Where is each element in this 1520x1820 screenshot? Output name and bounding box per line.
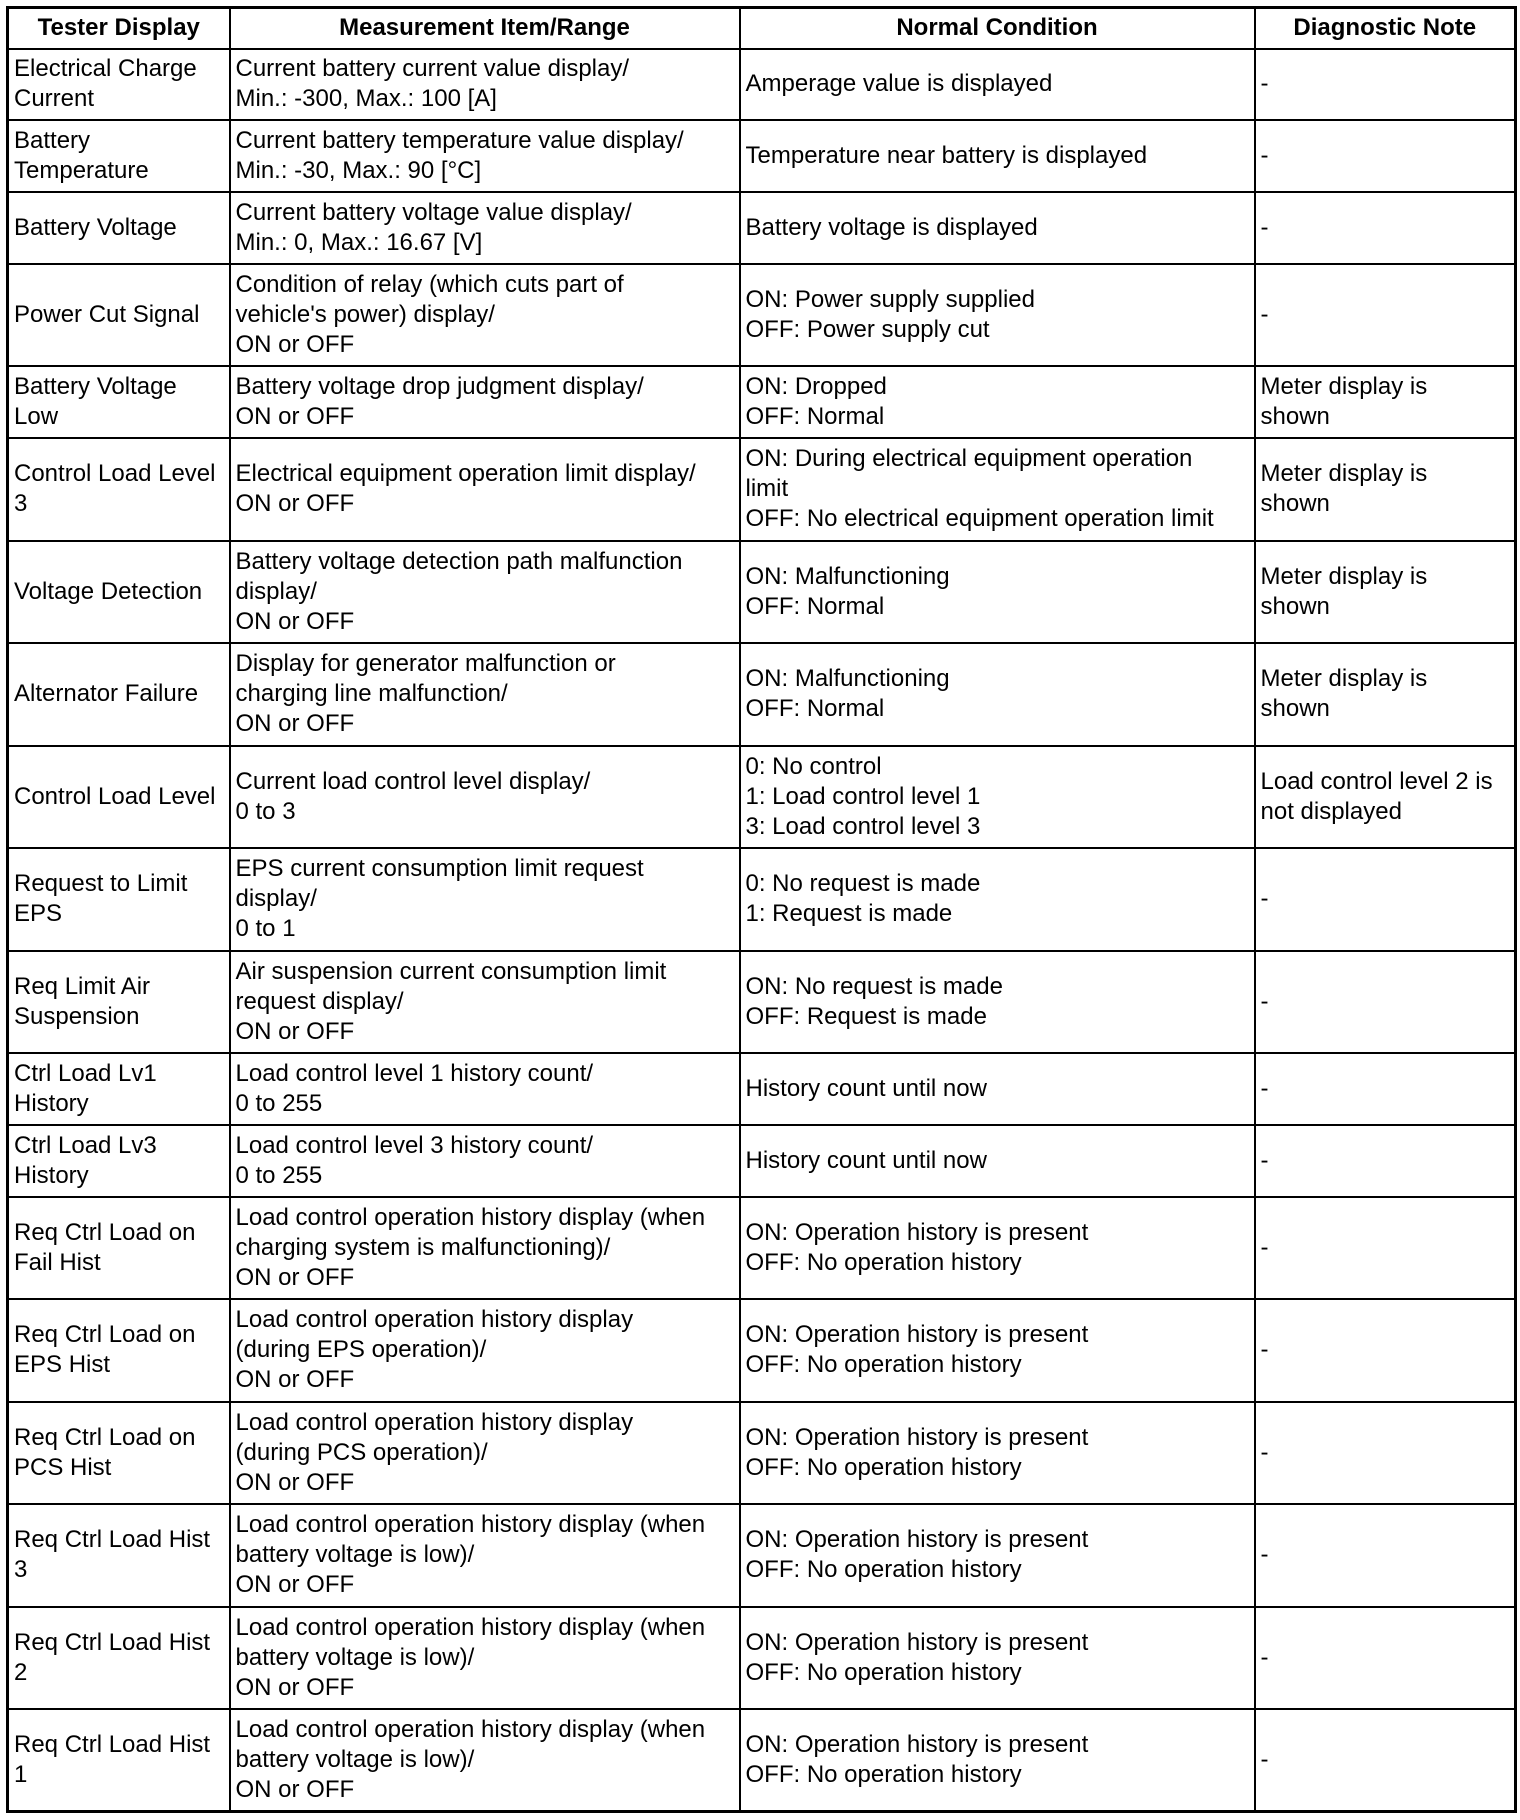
cell-text-line: Battery voltage drop judgment display/ [235,373,644,401]
cell-text-line: - [1260,213,1269,241]
cell-text-line: Req Ctrl Load on [14,1321,196,1349]
cell-normal-condition [740,951,1255,1054]
cell-measurement [230,1299,740,1402]
cell-text-line: Suspension [14,1002,140,1030]
cell-text-line: OFF: No operation history [745,1556,1022,1584]
cell-tester-display [8,1299,230,1402]
cell-text-line: Meter display is [1260,373,1428,401]
table-row [8,1504,1516,1607]
cell-text-line: Voltage Detection [14,577,203,605]
cell-diagnostic-note [1255,951,1516,1054]
table-row [8,1607,1516,1710]
cell-text-line: Electrical Charge [14,55,197,83]
cell-text-line: - [1260,1233,1269,1261]
cell-measurement [230,120,740,192]
table-row [8,746,1516,849]
cell-normal-condition [740,541,1255,644]
cell-text-line: charging line malfunction/ [235,680,508,708]
cell-text-line: ON: Operation history is present [745,1423,1089,1451]
cell-text-line: Ctrl Load Lv3 [14,1131,157,1159]
cell-diagnostic-note [1255,848,1516,951]
cell-tester-display [8,120,230,192]
cell-text-line: request display/ [235,987,404,1015]
cell-measurement [230,746,740,849]
cell-measurement [230,1709,740,1812]
cell-text-line: History [14,1161,89,1189]
cell-text-line: ON or OFF [235,490,355,518]
cell-text-line: Min.: -300, Max.: 100 [A] [235,85,497,113]
cell-text-line: Current battery current value display/ [235,55,630,83]
cell-text-line: Load control operation history display (when [235,1203,706,1231]
cell-diagnostic-note [1255,49,1516,121]
cell-measurement [230,264,740,367]
header-diagnostic-note: Diagnostic Note [1255,8,1516,49]
cell-text-line: ON or OFF [235,331,355,358]
cell-text-line: Req Limit Air [14,972,151,1000]
table-row [8,951,1516,1054]
cell-text-line: Current battery temperature value display/ [235,127,684,155]
cell-text-line: display/ [235,885,317,913]
table-row [8,1299,1516,1402]
cell-text-line: Battery [14,127,91,155]
cell-text-line: Min.: 0, Max.: 16.67 [V] [235,228,483,256]
cell-text-line: OFF: Power supply cut [745,316,990,343]
cell-text-line: Control Load Level [14,782,216,810]
cell-measurement [230,951,740,1054]
cell-text-line: Temperature [14,157,149,185]
cell-tester-display [8,746,230,849]
cell-text-line: charging system is malfunctioning)/ [235,1233,611,1261]
cell-text-line: 1: Load control level 1 [745,782,981,810]
cell-normal-condition [740,1053,1255,1125]
cell-normal-condition [740,1607,1255,1710]
cell-tester-display [8,1504,230,1607]
cell-normal-condition [740,848,1255,951]
cell-text-line: Load control operation history display (when [235,1613,706,1641]
table-row [8,366,1516,438]
cell-diagnostic-note [1255,366,1516,438]
table-row [8,120,1516,192]
cell-text-line: ON or OFF [235,1017,355,1045]
cell-diagnostic-note [1255,1709,1516,1812]
cell-diagnostic-note [1255,1607,1516,1710]
cell-normal-condition [740,1299,1255,1402]
cell-text-line: History [14,1089,89,1117]
cell-text-line: Load control level 1 history count/ [235,1059,594,1087]
table-row [8,1402,1516,1505]
header-row [8,8,1516,49]
cell-text-line: Ctrl Load Lv1 [14,1059,157,1087]
table-row [8,264,1516,367]
cell-normal-condition [740,1197,1255,1300]
cell-text-line: ON: Operation history is present [745,1526,1089,1554]
cell-text-line: Meter display is [1260,460,1428,488]
table-row [8,1709,1516,1812]
cell-text-line: Battery voltage is displayed [745,213,1038,241]
cell-text-line: shown [1260,403,1330,431]
cell-text-line: OFF: No operation history [745,1248,1022,1276]
cell-text-line: 0 to 255 [235,1089,323,1117]
cell-text-line: shown [1260,490,1330,518]
cell-measurement [230,541,740,644]
cell-text-line: OFF: Request is made [745,1002,987,1030]
cell-text-line: OFF: No operation history [745,1658,1022,1686]
cell-text-line: Req Ctrl Load Hist [14,1628,211,1656]
cell-text-line: Fail Hist [14,1248,101,1276]
header-measurement: Measurement Item/Range [230,8,740,49]
cell-text-line: ON or OFF [235,1468,355,1496]
cell-text-line: - [1260,301,1269,328]
cell-text-line: EPS [14,900,63,928]
cell-text-line: ON or OFF [235,1263,355,1291]
cell-text-line: Load control operation history display (when [235,1716,706,1743]
cell-text-line: OFF: No electrical equipment operation limit [745,505,1214,533]
cell-text-line: ON: Malfunctioning [745,562,950,590]
cell-text-line: ON or OFF [235,1673,355,1701]
cell-text-line: ON: Malfunctioning [745,665,950,693]
cell-text-line: PCS Hist [14,1453,112,1481]
cell-normal-condition [740,1504,1255,1607]
cell-diagnostic-note [1255,438,1516,541]
cell-text-line: - [1260,1074,1269,1102]
cell-text-line: - [1260,1146,1269,1174]
cell-text-line: Req Ctrl Load Hist [14,1526,211,1554]
cell-tester-display [8,1125,230,1197]
cell-text-line: - [1260,1643,1269,1671]
cell-text-line: Load control operation history display (when [235,1511,706,1539]
cell-text-line: (during PCS operation)/ [235,1438,488,1466]
cell-normal-condition [740,1709,1255,1812]
cell-text-line: limit [745,475,789,503]
cell-normal-condition [740,120,1255,192]
cell-normal-condition [740,643,1255,746]
data-list-table [6,6,1517,1813]
cell-text-line: OFF: Normal [745,695,885,723]
cell-text-line: Current load control level display/ [235,767,591,795]
table-row [8,1125,1516,1197]
cell-tester-display [8,192,230,264]
table-row [8,49,1516,121]
cell-text-line: 0: No request is made [745,870,981,898]
cell-measurement [230,1607,740,1710]
cell-text-line: Load control operation history display [235,1408,634,1436]
cell-diagnostic-note [1255,643,1516,746]
cell-text-line: shown [1260,695,1330,723]
table-row [8,848,1516,951]
cell-text-line: Min.: -30, Max.: 90 [°C] [235,157,482,185]
cell-text-line: 1 [14,1761,28,1788]
cell-text-line: Load control operation history display [235,1306,634,1334]
cell-text-line: Display for generator malfunction or [235,650,616,678]
cell-text-line: Power Cut Signal [14,301,200,328]
cell-normal-condition [740,746,1255,849]
cell-measurement [230,1402,740,1505]
cell-normal-condition [740,1125,1255,1197]
cell-text-line: ON: Power supply supplied [745,286,1035,313]
cell-text-line: Current [14,85,95,113]
cell-text-line: 0: No control [745,752,882,780]
cell-text-line: ON or OFF [235,1571,355,1599]
cell-text-line: - [1260,987,1269,1015]
cell-diagnostic-note [1255,264,1516,367]
table-row [8,438,1516,541]
cell-text-line: Control Load Level [14,460,216,488]
cell-text-line: Req Ctrl Load on [14,1218,196,1246]
cell-text-line: ON: Operation history is present [745,1218,1089,1246]
cell-measurement [230,438,740,541]
cell-diagnostic-note [1255,541,1516,644]
cell-text-line: 1: Request is made [745,900,953,928]
table-row [8,541,1516,644]
cell-text-line: Meter display is [1260,562,1428,590]
cell-diagnostic-note [1255,746,1516,849]
cell-text-line: ON or OFF [235,607,355,635]
cell-text-line: 3 [14,490,28,518]
cell-measurement [230,848,740,951]
cell-text-line: Amperage value is displayed [745,70,1053,98]
cell-text-line: Meter display is [1260,665,1428,693]
cell-text-line: 3 [14,1556,28,1584]
cell-text-line: Air suspension current consumption limit [235,957,667,985]
cell-tester-display [8,1607,230,1710]
cell-tester-display [8,1709,230,1812]
cell-text-line: ON or OFF [235,1776,355,1803]
cell-text-line: EPS current consumption limit request [235,855,644,883]
cell-tester-display [8,643,230,746]
cell-diagnostic-note [1255,1053,1516,1125]
cell-text-line: Req Ctrl Load on [14,1423,196,1451]
cell-text-line: - [1260,142,1269,170]
cell-diagnostic-note [1255,1197,1516,1300]
cell-text-line: 0 to 3 [235,797,296,825]
table-row [8,1197,1516,1300]
cell-text-line: Temperature near battery is displayed [745,142,1148,170]
cell-text-line: 0 to 1 [235,915,296,943]
cell-measurement [230,192,740,264]
cell-text-line: - [1260,885,1269,913]
cell-text-line: OFF: No operation history [745,1351,1022,1379]
cell-text-line: Battery Voltage [14,373,177,401]
cell-text-line: Low [14,403,59,431]
cell-measurement [230,1053,740,1125]
header-normal-condition: Normal Condition [740,8,1255,49]
cell-text-line: Electrical equipment operation limit display/ [235,460,696,488]
cell-normal-condition [740,438,1255,541]
cell-normal-condition [740,264,1255,367]
cell-text-line: battery voltage is low)/ [235,1746,475,1773]
cell-diagnostic-note [1255,1299,1516,1402]
cell-text-line: Request to Limit [14,870,188,898]
cell-text-line: shown [1260,592,1330,620]
cell-text-line: ON: Operation history is present [745,1731,1089,1758]
cell-text-line: Battery Voltage [14,213,177,241]
table-row [8,643,1516,746]
cell-tester-display [8,49,230,121]
cell-tester-display [8,1053,230,1125]
table-row [8,192,1516,264]
cell-text-line: 3: Load control level 3 [745,812,981,840]
cell-normal-condition [740,366,1255,438]
cell-measurement [230,49,740,121]
cell-tester-display [8,1197,230,1300]
cell-text-line: ON: During electrical equipment operation [745,445,1193,473]
cell-text-line: OFF: Normal [745,403,885,431]
cell-tester-display [8,541,230,644]
cell-text-line: Battery voltage detection path malfunction [235,547,683,575]
cell-text-line: battery voltage is low)/ [235,1541,475,1569]
cell-text-line: (during EPS operation)/ [235,1336,487,1364]
cell-text-line: ON or OFF [235,710,355,738]
cell-text-line: OFF: No operation history [745,1453,1022,1481]
cell-text-line: display/ [235,577,317,605]
cell-diagnostic-note [1255,1402,1516,1505]
cell-normal-condition [740,49,1255,121]
cell-diagnostic-note [1255,1125,1516,1197]
cell-tester-display [8,848,230,951]
cell-measurement [230,1504,740,1607]
cell-diagnostic-note [1255,120,1516,192]
cell-text-line: Current battery voltage value display/ [235,198,632,226]
cell-normal-condition [740,1402,1255,1505]
cell-diagnostic-note [1255,192,1516,264]
cell-text-line: Load control level 2 is [1260,767,1493,795]
header-tester-display: Tester Display [8,8,230,49]
cell-text-line: - [1260,1336,1269,1364]
cell-tester-display [8,1402,230,1505]
cell-measurement [230,643,740,746]
cell-text-line: EPS Hist [14,1351,111,1379]
cell-text-line: battery voltage is low)/ [235,1643,475,1671]
cell-text-line: 2 [14,1658,28,1686]
table-row [8,1053,1516,1125]
cell-text-line: ON or OFF [235,403,355,431]
cell-measurement [230,1197,740,1300]
cell-tester-display [8,951,230,1054]
cell-text-line: ON: Operation history is present [745,1321,1089,1349]
cell-normal-condition [740,192,1255,264]
cell-text-line: - [1260,1541,1269,1569]
cell-text-line: Load control level 3 history count/ [235,1131,594,1159]
cell-tester-display [8,264,230,367]
cell-tester-display [8,366,230,438]
cell-measurement [230,1125,740,1197]
cell-text-line: OFF: No operation history [745,1761,1022,1788]
cell-text-line: Req Ctrl Load Hist [14,1731,211,1758]
cell-diagnostic-note [1255,1504,1516,1607]
cell-text-line: ON: No request is made [745,972,1003,1000]
cell-text-line: Alternator Failure [14,680,199,708]
cell-text-line: vehicle's power) display/ [235,301,495,328]
cell-text-line: ON or OFF [235,1366,355,1394]
cell-text-line: - [1260,1438,1269,1466]
cell-text-line: not displayed [1260,797,1402,825]
table-body [8,49,1516,1812]
cell-tester-display [8,438,230,541]
cell-text-line: Condition of relay (which cuts part of [235,271,624,298]
cell-text-line: - [1260,70,1269,98]
cell-text-line: ON: Dropped [745,373,887,401]
cell-text-line: 0 to 255 [235,1161,323,1189]
cell-text-line: - [1260,1746,1269,1773]
cell-measurement [230,366,740,438]
cell-text-line: OFF: Normal [745,592,885,620]
cell-text-line: History count until now [745,1074,987,1102]
cell-text-line: History count until now [745,1146,987,1174]
cell-text-line: ON: Operation history is present [745,1628,1089,1656]
